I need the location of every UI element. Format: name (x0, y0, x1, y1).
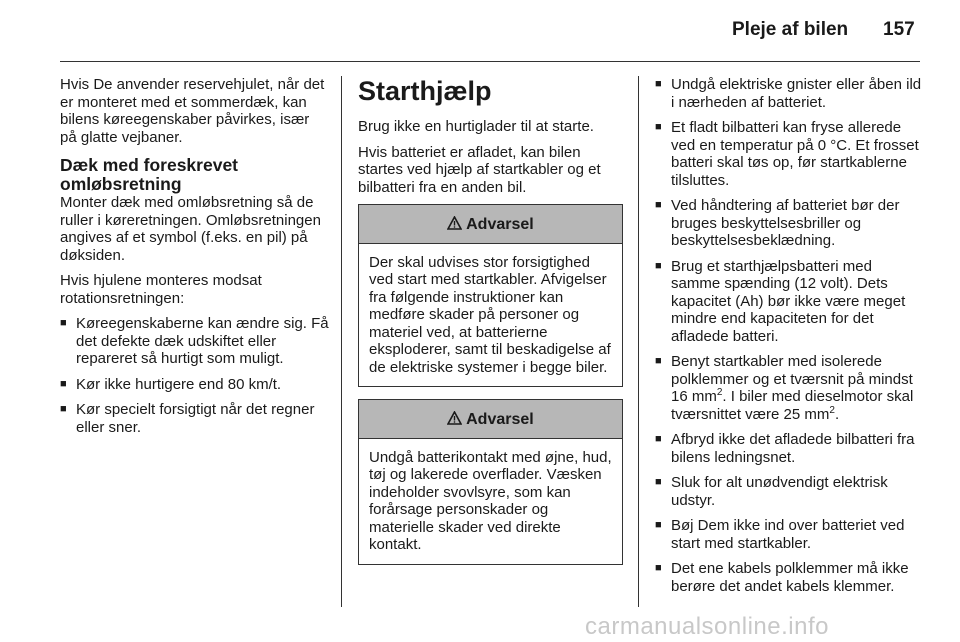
list-item-text: Det ene kabels polklemmer må ikke berøre det andet kabels klemmer. (671, 560, 909, 595)
bullet-square-icon: ■ (655, 199, 662, 211)
list-item-text: Sluk for alt unødvendigt elektrisk udstyr. (671, 474, 888, 509)
section-heading-tyres: Dæk med foreskrevet omløbsretning (60, 155, 238, 194)
column-2 (358, 76, 623, 573)
list-item-text: Køreegenskaberne kan ændre sig. Få det defekte dæk udskiftet eller repareret så hurtigt som muligt. (76, 315, 329, 367)
bullet-square-icon: ■ (655, 355, 662, 367)
list-item (60, 315, 330, 368)
warning-title: Advarsel (466, 216, 534, 233)
list-item-text: Kør specielt forsigtigt når det regner eller sner. (76, 401, 315, 436)
bullet-square-icon: ■ (655, 519, 662, 531)
warning-triangle-icon (447, 411, 466, 428)
section-heading-jump-start: Starthjælp (358, 76, 492, 106)
list-item (655, 353, 925, 423)
list-item (60, 376, 330, 394)
list-item-text (671, 353, 925, 423)
superscript: 2 (829, 404, 835, 416)
bullet-square-icon: ■ (60, 377, 67, 390)
list-item (655, 431, 925, 466)
bullet-square-icon: ■ (655, 78, 662, 90)
list-item (655, 517, 925, 552)
paragraph: Monter dæk med omløbsretning så de ruller i køreretningen. Omløbsretningen angives af et symbol (f.eks. en pil) på døksiden. (60, 194, 321, 264)
warning-header (359, 205, 622, 244)
superscript: 2 (716, 387, 723, 398)
header-divider (60, 61, 920, 62)
cable-text-middle: . I biler med dieselmotor skal tværsnittet være 25 mm (671, 388, 914, 423)
column-divider-1 (341, 76, 342, 607)
list-item (655, 560, 925, 595)
list-item (655, 76, 925, 111)
list-item (60, 401, 330, 436)
intro-paragraph: Hvis De anvender reservehjulet, når det er monteret med et sommerdæk, kan bilens køreegenskaber påvirkes, især på glatte vejbaner. (60, 76, 325, 146)
page-header-title: Pleje af bilen (732, 19, 849, 40)
column-1 (60, 76, 330, 444)
list-item-text: Undgå elektriske gnister eller åben ild i nærheden af batteriet. (671, 76, 922, 111)
bullet-square-icon: ■ (655, 562, 662, 574)
list-item-text: Brug et starthjælpsbatteri med samme spænding (12 volt). Dets kapacitet (Ah) bør ikke være meget mindre end kapaciteten for det afladede batteri. (671, 257, 906, 345)
page-number: 157 (883, 19, 915, 40)
warning-box (358, 204, 623, 387)
warning-text: Undgå batterikontakt med øjne, hud, tøj og lakerede overflader. Væsken indeholder svovlsyre, som kan forårsage personskader og materielle skader ved direkte kontakt. (369, 448, 612, 553)
bullet-square-icon: ■ (60, 403, 67, 415)
list-item (655, 258, 925, 346)
warning-triangle-icon (447, 216, 466, 233)
paragraph: Hvis batteriet er afladet, kan bilen startes ved hjælp af startkabler og et bilbatteri fra en anden bil. (358, 143, 601, 196)
list-item (655, 119, 925, 189)
list-item-text: Kør ikke hurtigere end 80 km/t. (76, 375, 282, 393)
warning-header (359, 400, 622, 439)
list-item-text: Ved håndtering af batteriet bør der bruges beskyttelsesbriller og beskyttelsesbeklædning. (671, 197, 900, 249)
warning-text: Der skal udvises stor forsigtighed ved start med startkabler. Afvigelser fra følgende instruktioner kan medføre skader på personer og materiel ved, at batterierne eksploderer, samt til beskadigelse af de elektriske systemer i begge biler. (369, 253, 611, 376)
paragraph: Brug ikke en hurtiglader til at starte. (358, 118, 594, 135)
list-item-text: Et fladt bilbatteri kan fryse allerede ved en temperatur på 0 °C. Et frosset batteri skal tøs op, før startkablerne tilsluttes. (671, 119, 919, 189)
column-3 (655, 76, 925, 603)
warning-box (358, 399, 623, 565)
list-item (655, 474, 925, 509)
warning-title: Advarsel (466, 411, 534, 428)
cable-text-prefix: Benyt startkabler med isolerede polklemmer og et tværsnit på mindst 16 mm (671, 353, 913, 405)
bullet-square-icon: ■ (655, 433, 662, 445)
watermark: carmanualsonline.info (585, 613, 829, 640)
bullet-square-icon: ■ (655, 121, 662, 133)
cable-text-suffix: . (834, 405, 840, 423)
list-item-text: Afbryd ikke det afladede bilbatteri fra bilens ledningsnet. (671, 431, 915, 466)
bullet-square-icon: ■ (655, 476, 662, 488)
list-item-text: Bøj Dem ikke ind over batteriet ved start med startkabler. (671, 517, 905, 552)
bullet-square-icon: ■ (60, 317, 67, 329)
column-divider-2 (638, 76, 639, 607)
paragraph: Hvis hjulene monteres modsat rotationsretningen: (60, 272, 262, 307)
list-item (655, 197, 925, 250)
bullet-square-icon: ■ (655, 259, 662, 272)
